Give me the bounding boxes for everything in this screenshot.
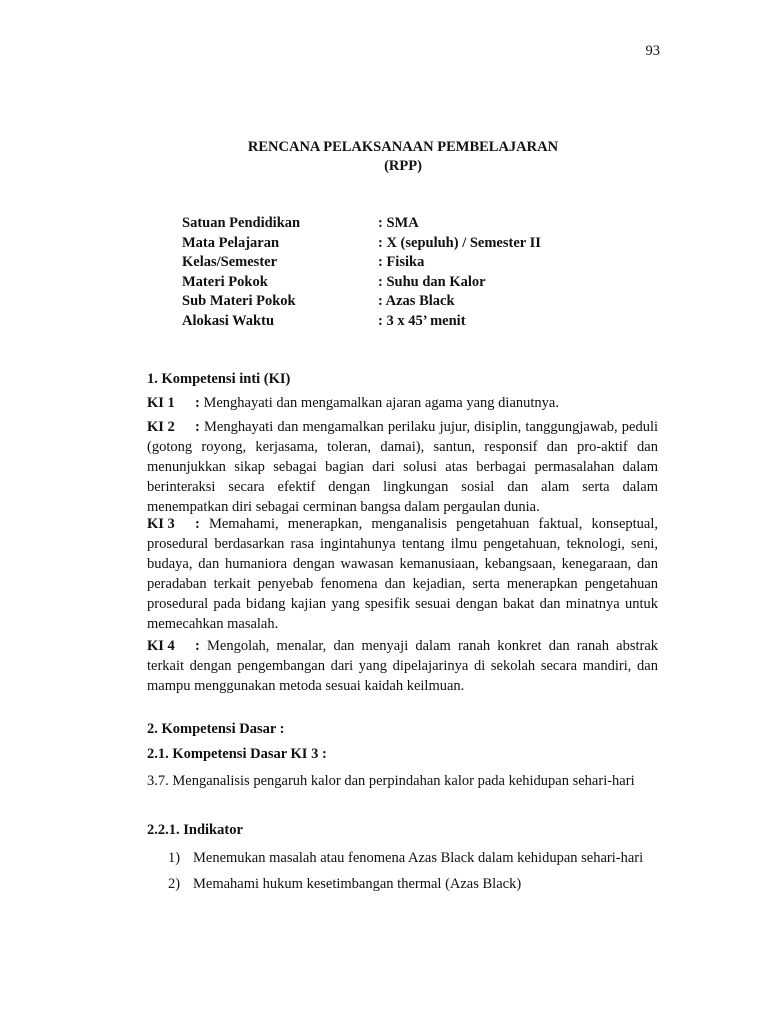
identity-value: : SMA [378, 215, 419, 231]
identity-value: : Suhu dan Kalor [378, 273, 486, 290]
ki-4 [147, 637, 658, 697]
ki-4-label: KI 4 [147, 638, 175, 654]
identity-row [182, 234, 541, 254]
identity-label: Satuan Pendidikan [182, 215, 301, 231]
identity-row [182, 292, 541, 312]
identity-value: : Fisika [378, 254, 425, 271]
identity-row [182, 312, 541, 332]
title-line-1: RENCANA PELAKSANAAN PEMBELAJARAN [247, 139, 559, 155]
ki-2-colon: : [195, 419, 200, 435]
kd-subheading: 2.1. Kompetensi Dasar KI 3 : [147, 746, 327, 762]
indicator-item [168, 846, 658, 872]
identity-table [182, 214, 541, 332]
identity-label: Kelas/Semester [182, 254, 278, 271]
ki-3 [147, 515, 658, 634]
kd-section-heading: 2. Kompetensi Dasar : [147, 721, 285, 737]
indicator-number: 1) [168, 850, 181, 866]
identity-label: Mata Pelajaran [182, 234, 280, 251]
indicator-text: Menemukan masalah atau fenomena Azas Black dalam kehidupan sehari-hari [193, 850, 644, 866]
identity-value: : X (sepuluh) / Semester II [378, 234, 541, 251]
ki-3-text: Memahami, menerapkan, menganalisis pengetahuan faktual, konseptual, prosedural berdasarkan rasa ingintahunya tentang ilmu pengetahuan, teknologi, seni, budaya, dan humaniora dengan wawasan kemanusiaan, kebangsaan, kenegaraan, dan peradaban terkait penyebab fenomena dan kejadian, serta menerapkan pengetahuan prosedural pada bidang kajian yang spesifik sesuai dengan bakat dan minatnya untuk memecahkan masalah. [147, 516, 658, 632]
identity-value: : 3 x 45’ menit [378, 312, 466, 329]
title-line-2: (RPP) [384, 158, 422, 174]
identity-row [182, 273, 541, 293]
ki-3-label: KI 3 [147, 516, 175, 532]
document-title [0, 138, 768, 176]
ki-1-colon: : [195, 395, 200, 411]
page-number: 93 [645, 43, 660, 59]
identity-row [182, 214, 541, 234]
indicator-item [168, 872, 658, 898]
kd-3-7-text: 3.7. Menganalisis pengaruh kalor dan perpindahan kalor pada kehidupan sehari-hari [147, 773, 635, 789]
identity-label: Alokasi Waktu [182, 312, 275, 329]
ki-2-label: KI 2 [147, 419, 175, 435]
ki-4-colon: : [195, 638, 200, 654]
ki-2 [147, 418, 658, 518]
identity-value: : Azas Black [378, 293, 455, 310]
identity-row [182, 253, 541, 273]
ki-1 [147, 394, 658, 414]
ki-3-colon: : [195, 516, 200, 532]
indicator-list [168, 846, 658, 897]
identity-label: Materi Pokok [182, 273, 268, 290]
ki-4-text: Mengolah, menalar, dan menyaji dalam ranah konkret dan ranah abstrak terkait dengan pengembangan dari yang dipelajarinya di sekolah secara mandiri, dan mampu menggunakan metoda sesuai kaidah keilmuan. [147, 638, 659, 694]
ki-1-text: Menghayati dan mengamalkan ajaran agama yang dianutnya. [203, 395, 559, 411]
indicator-heading: 2.2.1. Indikator [147, 822, 243, 838]
ki-1-label: KI 1 [147, 395, 175, 411]
indicator-text: Memahami hukum kesetimbangan thermal (Azas Black) [193, 875, 522, 892]
ki-section-heading: 1. Kompetensi inti (KI) [147, 371, 291, 387]
ki-2-text: Menghayati dan mengamalkan perilaku jujur, disiplin, tanggungjawab, peduli (gotong royong, kerjasama, toleran, damai), santun, responsif dan pro-aktif dan menunjukkan sikap sebagai bagian dari solusi atas berbagai permasalahan dalam berinteraksi secara efektif dengan lingkungan sosial dan alam serta dalam menempatkan diri sebagai cerminan bangsa dalam pergaulan dunia. [147, 419, 659, 515]
indicator-number: 2) [168, 875, 181, 892]
identity-label: Sub Materi Pokok [182, 293, 296, 310]
